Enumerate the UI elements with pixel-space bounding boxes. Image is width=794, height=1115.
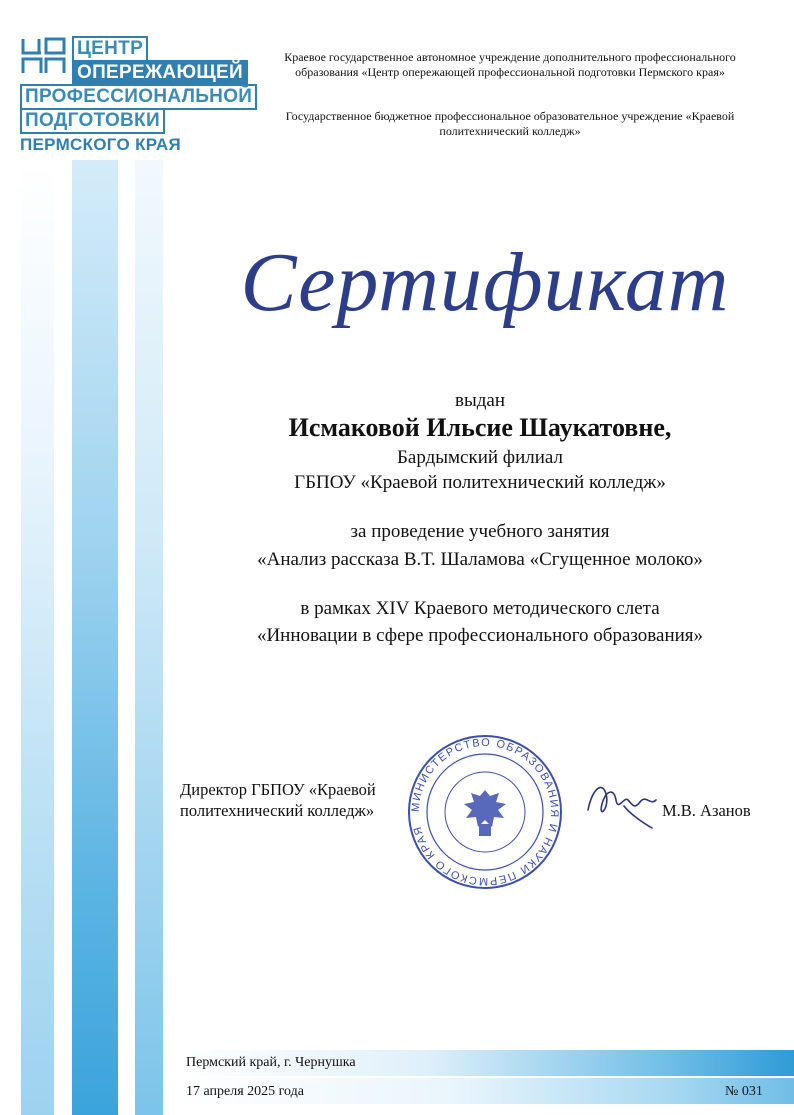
logo-line-2: ОПЕРЕЖАЮЩЕЙ — [72, 60, 248, 86]
decorative-stripe-1 — [21, 160, 54, 1115]
event-line-1: в рамках XIV Краевого методического слета — [300, 598, 660, 619]
recipient-org-line-1: Бардымский филиал — [396, 447, 563, 468]
issued-label: выдан — [454, 390, 505, 411]
header-org-2: Государственное бюджетное профессиональное образовательное учреждение «Краевой политехнический колледж» — [285, 109, 735, 138]
certificate-number: № 031 — [725, 1084, 763, 1099]
svg-text:МИНИСТЕРСТВО ОБРАЗОВАНИЯ И НАУ: МИНИСТЕРСТВО ОБРАЗОВАНИЯ И НАУКИ ПЕРМСКОГО КРАЯ — [409, 736, 561, 888]
footer-date: 17 апреля 2025 года — [186, 1084, 304, 1099]
reason-line-1: за проведение учебного занятия — [350, 521, 610, 542]
header-org-1: Краевое государственное автономное учреждение дополнительного профессионального образования «Центр опережающей профессиональной подготовки Пермского края» — [284, 50, 736, 79]
certificate-title: Сертификат — [240, 236, 730, 329]
reason-line-2: «Анализ рассказа В.Т. Шаламова «Сгущенное молоко» — [257, 549, 703, 570]
decorative-stripe-2 — [72, 160, 118, 1115]
footer-place: Пермский край, г. Чернушка — [186, 1055, 356, 1070]
copp-logo — [20, 36, 260, 156]
director-position: Директор ГБПОУ «Краевой политехнический колледж» — [180, 780, 376, 820]
director-name: М.В. Азанов — [662, 801, 751, 820]
logo-line-4: ПОДГОТОВКИ — [20, 108, 165, 134]
decorative-stripe-3 — [135, 160, 163, 1115]
logo-line-3: ПРОФЕССИОНАЛЬНОЙ — [20, 84, 257, 110]
director-signature-icon — [580, 770, 670, 840]
event-line-2: «Инновации в сфере профессионального образования» — [256, 625, 704, 646]
copp-logo-mark-icon — [20, 36, 68, 76]
recipient-name: Исмаковой Ильсие Шаукатовне, — [288, 413, 672, 442]
official-seal-icon — [405, 732, 565, 892]
logo-line-5: ПЕРМСКОГО КРАЯ — [20, 135, 181, 154]
logo-line-1: ЦЕНТР — [72, 36, 148, 62]
recipient-org-line-2: ГБПОУ «Краевой политехнический колледж» — [294, 472, 666, 493]
